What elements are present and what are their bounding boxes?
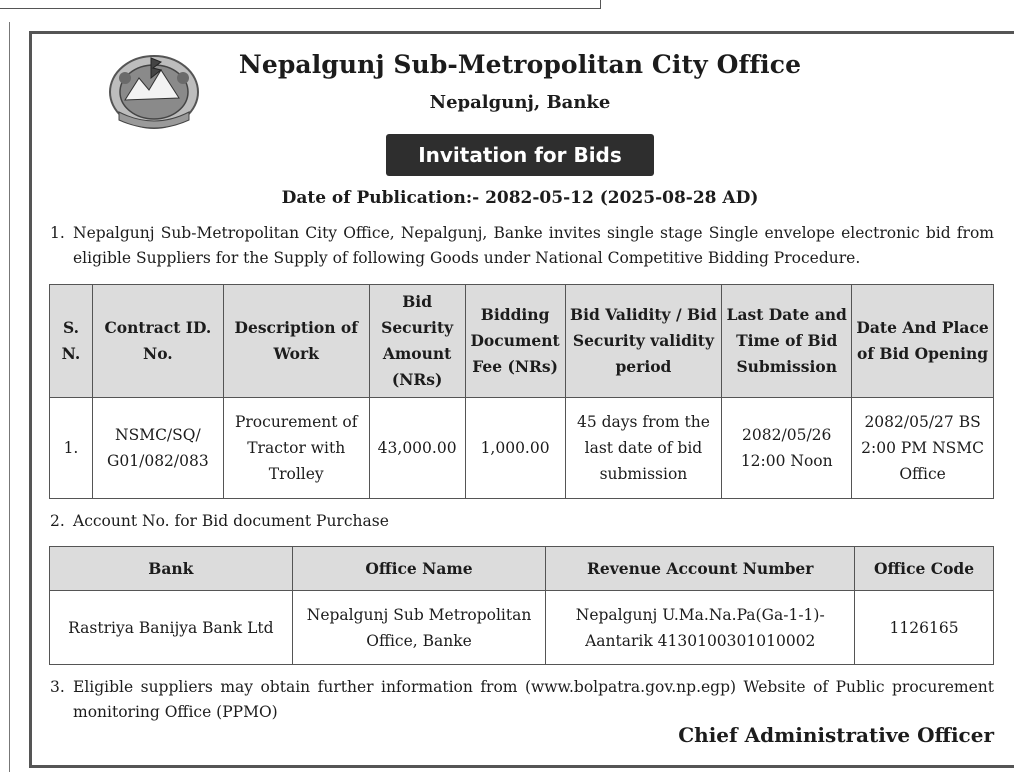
scan-edge-left bbox=[9, 22, 10, 772]
col-header-bank: Bank bbox=[50, 547, 293, 591]
paragraph-number: 2. bbox=[50, 512, 65, 530]
office-location: Nepalgunj, Banke bbox=[429, 92, 611, 113]
account-table bbox=[49, 546, 994, 665]
cell-document-fee: 1,000.00 bbox=[465, 398, 565, 499]
paragraph-3 bbox=[50, 675, 994, 725]
paragraph-number: 3. bbox=[50, 678, 65, 696]
scan-edge-top bbox=[0, 8, 600, 9]
col-header-office-code: Office Code bbox=[855, 547, 994, 591]
col-header-document-fee: Bidding Document Fee (NRs) bbox=[465, 285, 565, 398]
invitation-banner: Invitation for Bids bbox=[386, 134, 654, 176]
cell-submission-deadline: 2082/05/26 12:00 Noon bbox=[722, 398, 852, 499]
account-table-header-row bbox=[50, 547, 994, 591]
cell-description: Procurement of Tractor with Trolley bbox=[223, 398, 369, 499]
cell-contract-id: NSMC/SQ/ G01/082/083 bbox=[92, 398, 223, 499]
col-header-submission-deadline: Last Date and Time of Bid Submission bbox=[722, 285, 852, 398]
paragraph-text: Nepalgunj Sub-Metropolitan City Office, Nepalgunj, Banke invites single stage Single envelope electronic bid from eligible Suppliers for the Supply of following Goods under National Competitive Bidding Procedure. bbox=[73, 224, 994, 267]
cell-validity: 45 days from the last date of bid submission bbox=[565, 398, 722, 499]
cell-bank: Rastriya Banijya Bank Ltd bbox=[50, 591, 293, 665]
cell-bid-security: 43,000.00 bbox=[369, 398, 465, 499]
signature-title: Chief Administrative Officer bbox=[678, 723, 994, 747]
publication-date: Date of Publication:- 2082-05-12 (2025-08-28 AD) bbox=[281, 188, 759, 208]
bid-table-header-row bbox=[50, 285, 994, 398]
col-header-validity: Bid Validity / Bid Security validity period bbox=[565, 285, 722, 398]
paragraph-number: 1. bbox=[50, 224, 65, 242]
col-header-sn: S. N. bbox=[50, 285, 93, 398]
cell-office-code: 1126165 bbox=[855, 591, 994, 665]
paragraph-2 bbox=[50, 509, 994, 534]
col-header-account-number: Revenue Account Number bbox=[546, 547, 855, 591]
table-row bbox=[50, 591, 994, 665]
col-header-description: Description of Work bbox=[223, 285, 369, 398]
table-row bbox=[50, 398, 994, 499]
col-header-contract-id: Contract ID. No. bbox=[92, 285, 223, 398]
paragraph-text: Account No. for Bid document Purchase bbox=[73, 512, 389, 530]
paragraph-text: Eligible suppliers may obtain further information from (www.bolpatra.gov.np.egp) Website of Public procurement monitoring Office (PPMO) bbox=[73, 678, 994, 721]
bid-table bbox=[49, 284, 994, 499]
paragraph-1 bbox=[50, 221, 994, 271]
cell-sn: 1. bbox=[50, 398, 93, 499]
col-header-opening: Date And Place of Bid Opening bbox=[852, 285, 994, 398]
office-title: Nepalgunj Sub-Metropolitan City Office bbox=[238, 50, 802, 79]
col-header-bid-security: Bid Security Amount (NRs) bbox=[369, 285, 465, 398]
scan-edge-divider bbox=[600, 0, 601, 9]
col-header-office-name: Office Name bbox=[292, 547, 546, 591]
cell-office-name: Nepalgunj Sub Metropolitan Office, Banke bbox=[292, 591, 546, 665]
cell-opening: 2082/05/27 BS 2:00 PM NSMC Office bbox=[852, 398, 994, 499]
cell-account-number: Nepalgunj U.Ma.Na.Pa(Ga-1-1)- Aantarik 4130100301010002 bbox=[546, 591, 855, 665]
